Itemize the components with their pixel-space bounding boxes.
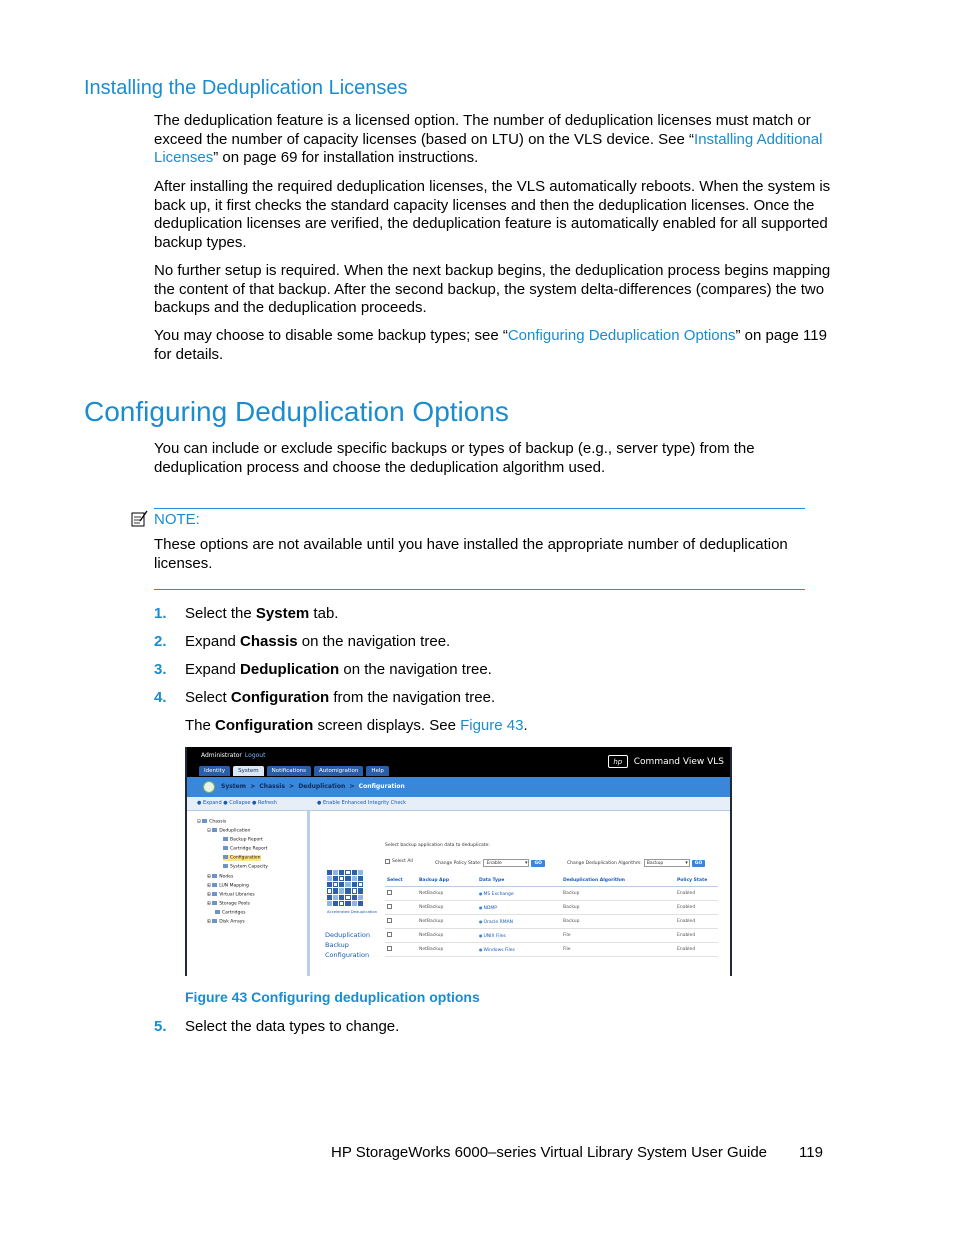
step-1-number: 1. (154, 605, 167, 622)
algorithm-select[interactable]: Backup ▾ (644, 859, 690, 867)
nav-cartridges[interactable]: Cartridges (215, 910, 245, 916)
link-installing-additional-licenses[interactable]: Installing Additional Licenses (154, 130, 823, 167)
note-top-rule (154, 508, 805, 509)
para4-text-after: ” on page 119 for details. (154, 327, 827, 363)
cell-algorithm: File (561, 943, 675, 957)
col-algorithm: Deduplication Algorithm (561, 874, 675, 887)
cell-algorithm: Backup (561, 901, 675, 915)
step-2-number: 2. (154, 633, 167, 650)
app-header (187, 747, 730, 777)
table-header (385, 874, 718, 887)
nav-virtual-libraries[interactable]: ⊞ Virtual Libraries (207, 892, 255, 898)
crumb-configuration: Configuration (358, 783, 405, 790)
nav-cartridge-report[interactable]: Cartridge Report (223, 846, 267, 852)
graphic-caption: Accelerated Deduplication (327, 909, 378, 914)
navigation-tree (187, 811, 310, 976)
logout-link[interactable]: Logout (244, 752, 266, 759)
nav-storage-pools[interactable]: ⊞ Storage Pools (207, 901, 250, 907)
tab-system[interactable]: System (233, 766, 264, 776)
section-heading: Installing the Deduplication Licenses (84, 77, 408, 99)
footer-title: HP StorageWorks 6000–series Virtual Library System User Guide (331, 1144, 768, 1161)
dedup-config-table (385, 874, 718, 957)
cell-algorithm: Backup (561, 887, 675, 901)
cell-algorithm: File (561, 929, 675, 943)
cell-policy-state: Enabled (675, 887, 718, 901)
policy-select[interactable]: Enable ▾ (483, 859, 529, 867)
cell-policy-state: Enabled (675, 929, 718, 943)
step-3-number: 3. (154, 661, 167, 678)
cell-data-type-link[interactable]: ● UNIX Files (477, 929, 561, 943)
step-5-number: 5. (154, 1018, 167, 1035)
paragraph-licensing (154, 112, 834, 168)
hp-logo-icon: hp (608, 755, 628, 768)
step-4-number: 4. (154, 689, 167, 706)
table-row (385, 929, 718, 943)
cell-backup-app: NetBackup (417, 901, 477, 915)
nav-deduplication[interactable]: ⊟ Deduplication (207, 828, 251, 834)
step-3-text: Expand Deduplication on the navigation tree. (185, 661, 492, 678)
note-bottom-rule (154, 589, 805, 590)
main-heading: Configuring Deduplication Options (84, 396, 509, 427)
expand-link[interactable]: Expand (202, 800, 222, 806)
integrity-check-link[interactable]: ● Enable Enhanced Integrity Check (317, 800, 407, 806)
para1-text-before: The deduplication feature is a licensed option. The number of deduplication licenses must match or exceed the number of capacity licenses (based on LTU) on the VLS device. See “ (154, 112, 811, 148)
figure-screenshot (185, 747, 732, 976)
crumb-system[interactable]: System (221, 783, 246, 790)
step-5-text: Select the data types to change. (185, 1018, 400, 1035)
para4-text-before: You may choose to disable some backup types; see “ (154, 327, 508, 344)
admin-bar: Administrator Logout (201, 752, 266, 759)
nav-configuration[interactable]: Configuration (223, 855, 261, 861)
brand (608, 755, 724, 768)
page-number: 119 (799, 1144, 823, 1161)
link-figure-43[interactable]: Figure 43 (460, 717, 524, 734)
note-label: NOTE: (154, 511, 200, 528)
toolbar (187, 797, 730, 811)
nav-lun-mapping[interactable]: ⊞ LUN Mapping (207, 883, 249, 889)
cell-algorithm: Backup (561, 915, 675, 929)
nav-system-capacity[interactable]: System Capacity (223, 864, 268, 870)
side-label: Deduplication Backup Configuration (325, 931, 370, 959)
para1-text-after: ” on page 69 for installation instructions. (213, 149, 479, 167)
tab-identity[interactable]: Identity (199, 766, 230, 776)
table-row (385, 901, 718, 915)
col-backup-app: Backup App (417, 874, 477, 887)
note-text: These options are not available until you have installed the appropriate number of deduplication licenses. (154, 536, 788, 572)
step-4-followup: The Configuration screen displays. See Figure 43. (185, 717, 528, 734)
note-icon (131, 510, 148, 527)
refresh-icon[interactable] (203, 781, 215, 793)
change-algorithm-label: Change Deduplication Algorithm: (567, 860, 642, 866)
cell-policy-state: Enabled (675, 901, 718, 915)
paragraph-disable (154, 327, 834, 364)
select-hint: Select backup application data to deduplicate: (385, 843, 490, 848)
nav-chassis[interactable]: ⊟ Chassis (197, 819, 227, 825)
nav-backup-report[interactable]: Backup Report (223, 837, 263, 843)
paragraph-reboot: After installing the required deduplication licenses, the VLS automatically reboots. When the system is back up, it first checks the standard capacity licenses and then the deduplication licenses. Once the deduplication licenses are verified, the deduplication feature is automatically enabled for all supported backup types. (154, 178, 831, 252)
cell-backup-app: NetBackup (417, 915, 477, 929)
change-policy-label: Change Policy State: (435, 860, 482, 866)
row-checkbox[interactable] (387, 946, 392, 951)
select-all-checkbox[interactable] (385, 859, 390, 864)
breadcrumb-text: System > Chassis > Deduplication > Configuration (221, 783, 405, 790)
select-all-label: Select All (392, 859, 413, 864)
cell-backup-app: NetBackup (417, 943, 477, 957)
cell-data-type-link[interactable]: ● Oracle RMAN (477, 915, 561, 929)
cell-backup-app: NetBackup (417, 887, 477, 901)
breadcrumb (187, 777, 730, 797)
col-select: Select (385, 874, 417, 887)
tab-help[interactable]: Help (366, 766, 389, 776)
tree-toolbar: ● Expand ● Collapse ● Refresh (197, 800, 277, 806)
row-checkbox[interactable] (387, 918, 392, 923)
paragraph-intro: You can include or exclude specific backups or types of backup (e.g., server type) from the deduplication process and choose the deduplication algorithm used. (154, 440, 755, 476)
figure-caption: Figure 43 Configuring deduplication options (185, 989, 480, 1005)
table-row (385, 887, 718, 901)
cell-data-type-link[interactable]: ● Windows Files (477, 943, 561, 957)
crumb-chassis[interactable]: Chassis (259, 783, 285, 790)
cell-data-type-link[interactable]: ● MS Exchange (477, 887, 561, 901)
paragraph-no-setup: No further setup is required. When the next backup begins, the deduplication process begins mapping the content of that backup. After the second backup, the system delta-differences (compares) the two backups and the deduplication proceeds. (154, 262, 831, 317)
step-4-text: Select Configuration from the navigation tree. (185, 689, 496, 706)
deduplication-graphic-icon (327, 870, 363, 906)
step-2-text: Expand Chassis on the navigation tree. (185, 633, 451, 650)
table-row (385, 915, 718, 929)
nav-disk-arrays[interactable]: ⊞ Disk Arrays (207, 919, 245, 925)
table-row (385, 943, 718, 957)
row-checkbox[interactable] (387, 932, 392, 937)
collapse-link[interactable]: Collapse (229, 800, 251, 806)
row-checkbox[interactable] (387, 890, 392, 895)
tab-automigration[interactable]: Automigration (314, 766, 363, 776)
step-1-text: Select the System tab. (185, 605, 339, 622)
crumb-deduplication[interactable]: Deduplication (298, 783, 346, 790)
brand-title: Command View VLS (633, 756, 724, 767)
col-policy-state: Policy State (675, 874, 718, 887)
cell-data-type-link[interactable]: ● NDMP (477, 901, 561, 915)
app-tabs (199, 766, 389, 776)
row-checkbox[interactable] (387, 904, 392, 909)
cell-policy-state: Enabled (675, 943, 718, 957)
link-configuring-deduplication-options[interactable]: Configuring Deduplication Options (507, 327, 736, 344)
tab-notifications[interactable]: Notifications (267, 766, 311, 776)
policy-go-button[interactable]: GO (531, 860, 545, 867)
col-data-type: Data Type (477, 874, 561, 887)
algorithm-go-button[interactable]: GO (692, 860, 706, 867)
cell-backup-app: NetBackup (417, 929, 477, 943)
nav-nodes[interactable]: ⊞ Nodes (207, 874, 234, 880)
refresh-link[interactable]: Refresh (258, 800, 277, 806)
cell-policy-state: Enabled (675, 915, 718, 929)
